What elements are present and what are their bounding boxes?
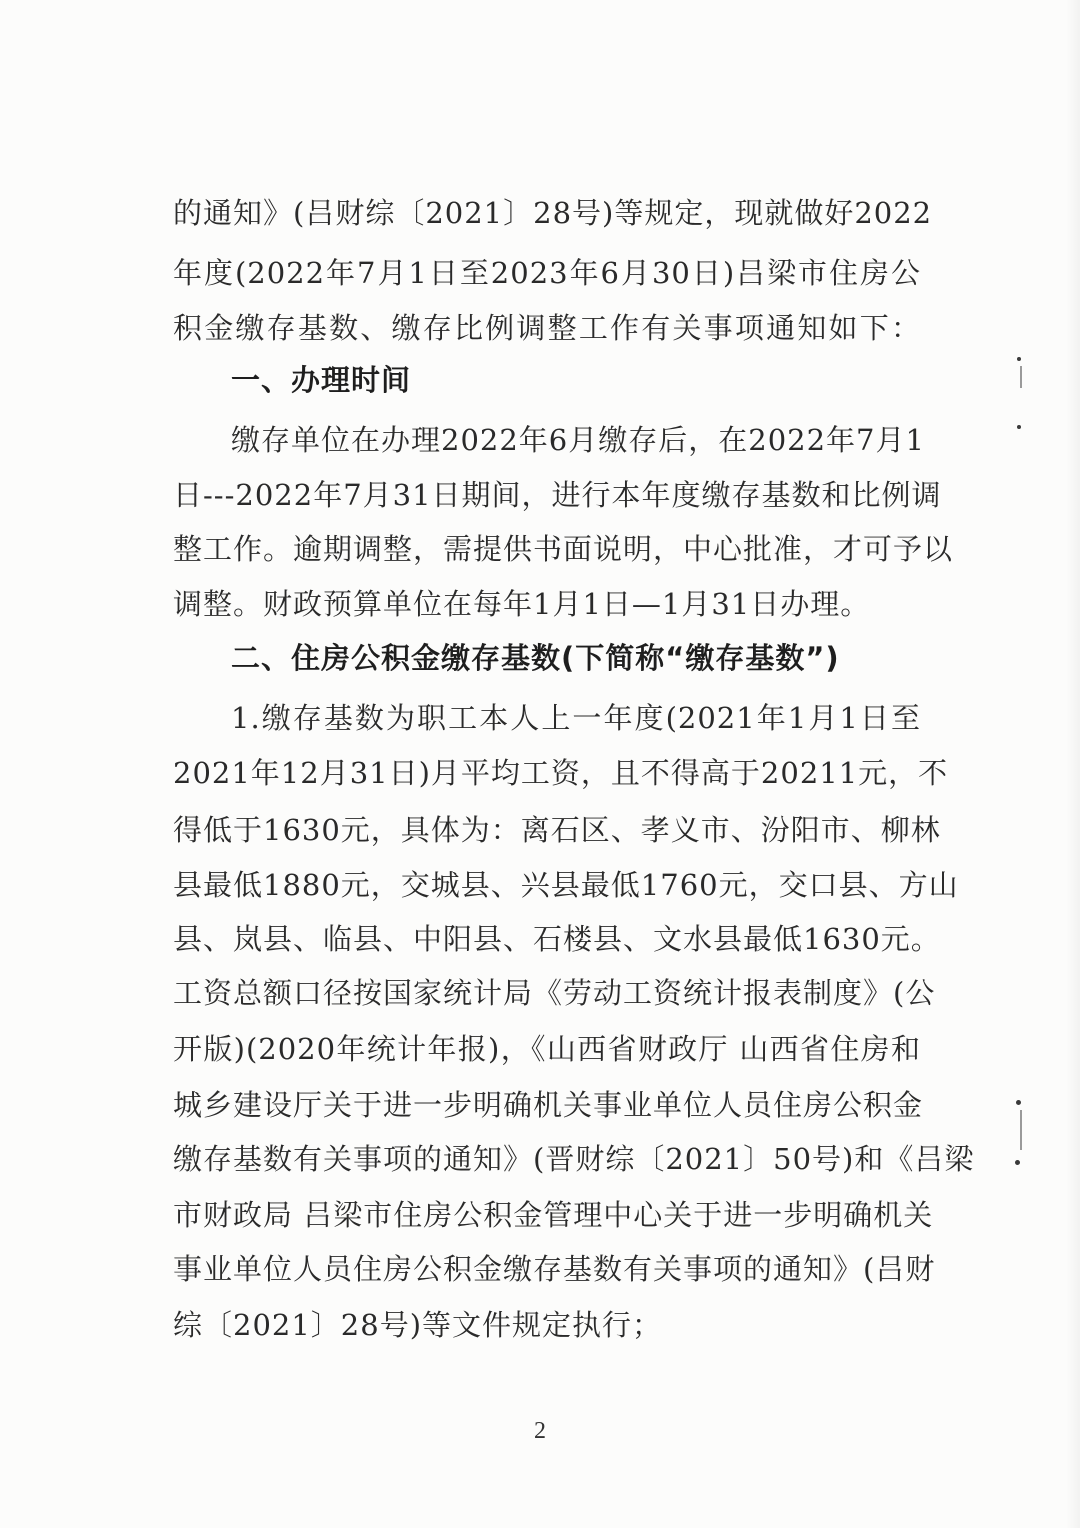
body-line: 调整。财政预算单位在每年1月1日—1月31日办理。 (173, 587, 871, 621)
scan-dot-mark (1016, 1100, 1021, 1105)
body-line: 2021年12月31日)月平均工资，且不得高于20211元，不 (173, 756, 949, 790)
body-line: 城乡建设厅关于进一步明确机关事业单位人员住房公积金 (173, 1088, 924, 1122)
body-line: 积金缴存基数、缴存比例调整工作有关事项通知如下： (173, 311, 921, 345)
scan-tick-mark (1020, 366, 1022, 388)
scan-edge-shadow (1066, 0, 1080, 1528)
body-line: 得低于1630元，具体为：离石区、孝义市、汾阳市、柳林 (173, 813, 941, 847)
section-heading-2: 二、住房公积金缴存基数(下简称“缴存基数”) (231, 641, 840, 675)
body-line: 的通知》(吕财综〔2021〕28号)等规定，现就做好2022 (173, 196, 933, 230)
body-line: 综〔2021〕28号)等文件规定执行； (173, 1308, 663, 1342)
body-line: 1.缴存基数为职工本人上一年度(2021年1月1日至 (231, 701, 921, 735)
scan-dot-mark (1015, 1160, 1020, 1165)
scan-tick-mark (1020, 1110, 1022, 1150)
page-number: 2 (534, 1418, 546, 1444)
section-heading-1: 一、办理时间 (231, 363, 412, 397)
scan-dot-mark (1017, 357, 1021, 361)
body-line: 开版)(2020年统计年报)，《山西省财政厅 山西省住房和 (173, 1032, 921, 1066)
body-line: 年度(2022年7月1日至2023年6月30日)吕梁市住房公 (173, 256, 921, 290)
body-line: 缴存基数有关事项的通知》(晋财综〔2021〕50号)和《吕梁 (173, 1142, 975, 1176)
body-line: 整工作。逾期调整，需提供书面说明，中心批准，才可予以 (173, 532, 954, 566)
body-line: 事业单位人员住房公积金缴存基数有关事项的通知》(吕财 (173, 1252, 936, 1286)
body-line: 县、岚县、临县、中阳县、石楼县、文水县最低1630元。 (173, 922, 941, 956)
body-line: 日---2022年7月31日期间，进行本年度缴存基数和比例调 (173, 478, 942, 512)
body-line: 市财政局 吕梁市住房公积金管理中心关于进一步明确机关 (173, 1198, 934, 1232)
body-line: 工资总额口径按国家统计局《劳动工资统计报表制度》(公 (173, 976, 936, 1010)
body-line: 县最低1880元，交城县、兴县最低1760元，交口县、方山 (173, 868, 959, 902)
scan-dot-mark (1017, 425, 1021, 429)
body-line: 缴存单位在办理2022年6月缴存后，在2022年7月1 (231, 423, 925, 457)
